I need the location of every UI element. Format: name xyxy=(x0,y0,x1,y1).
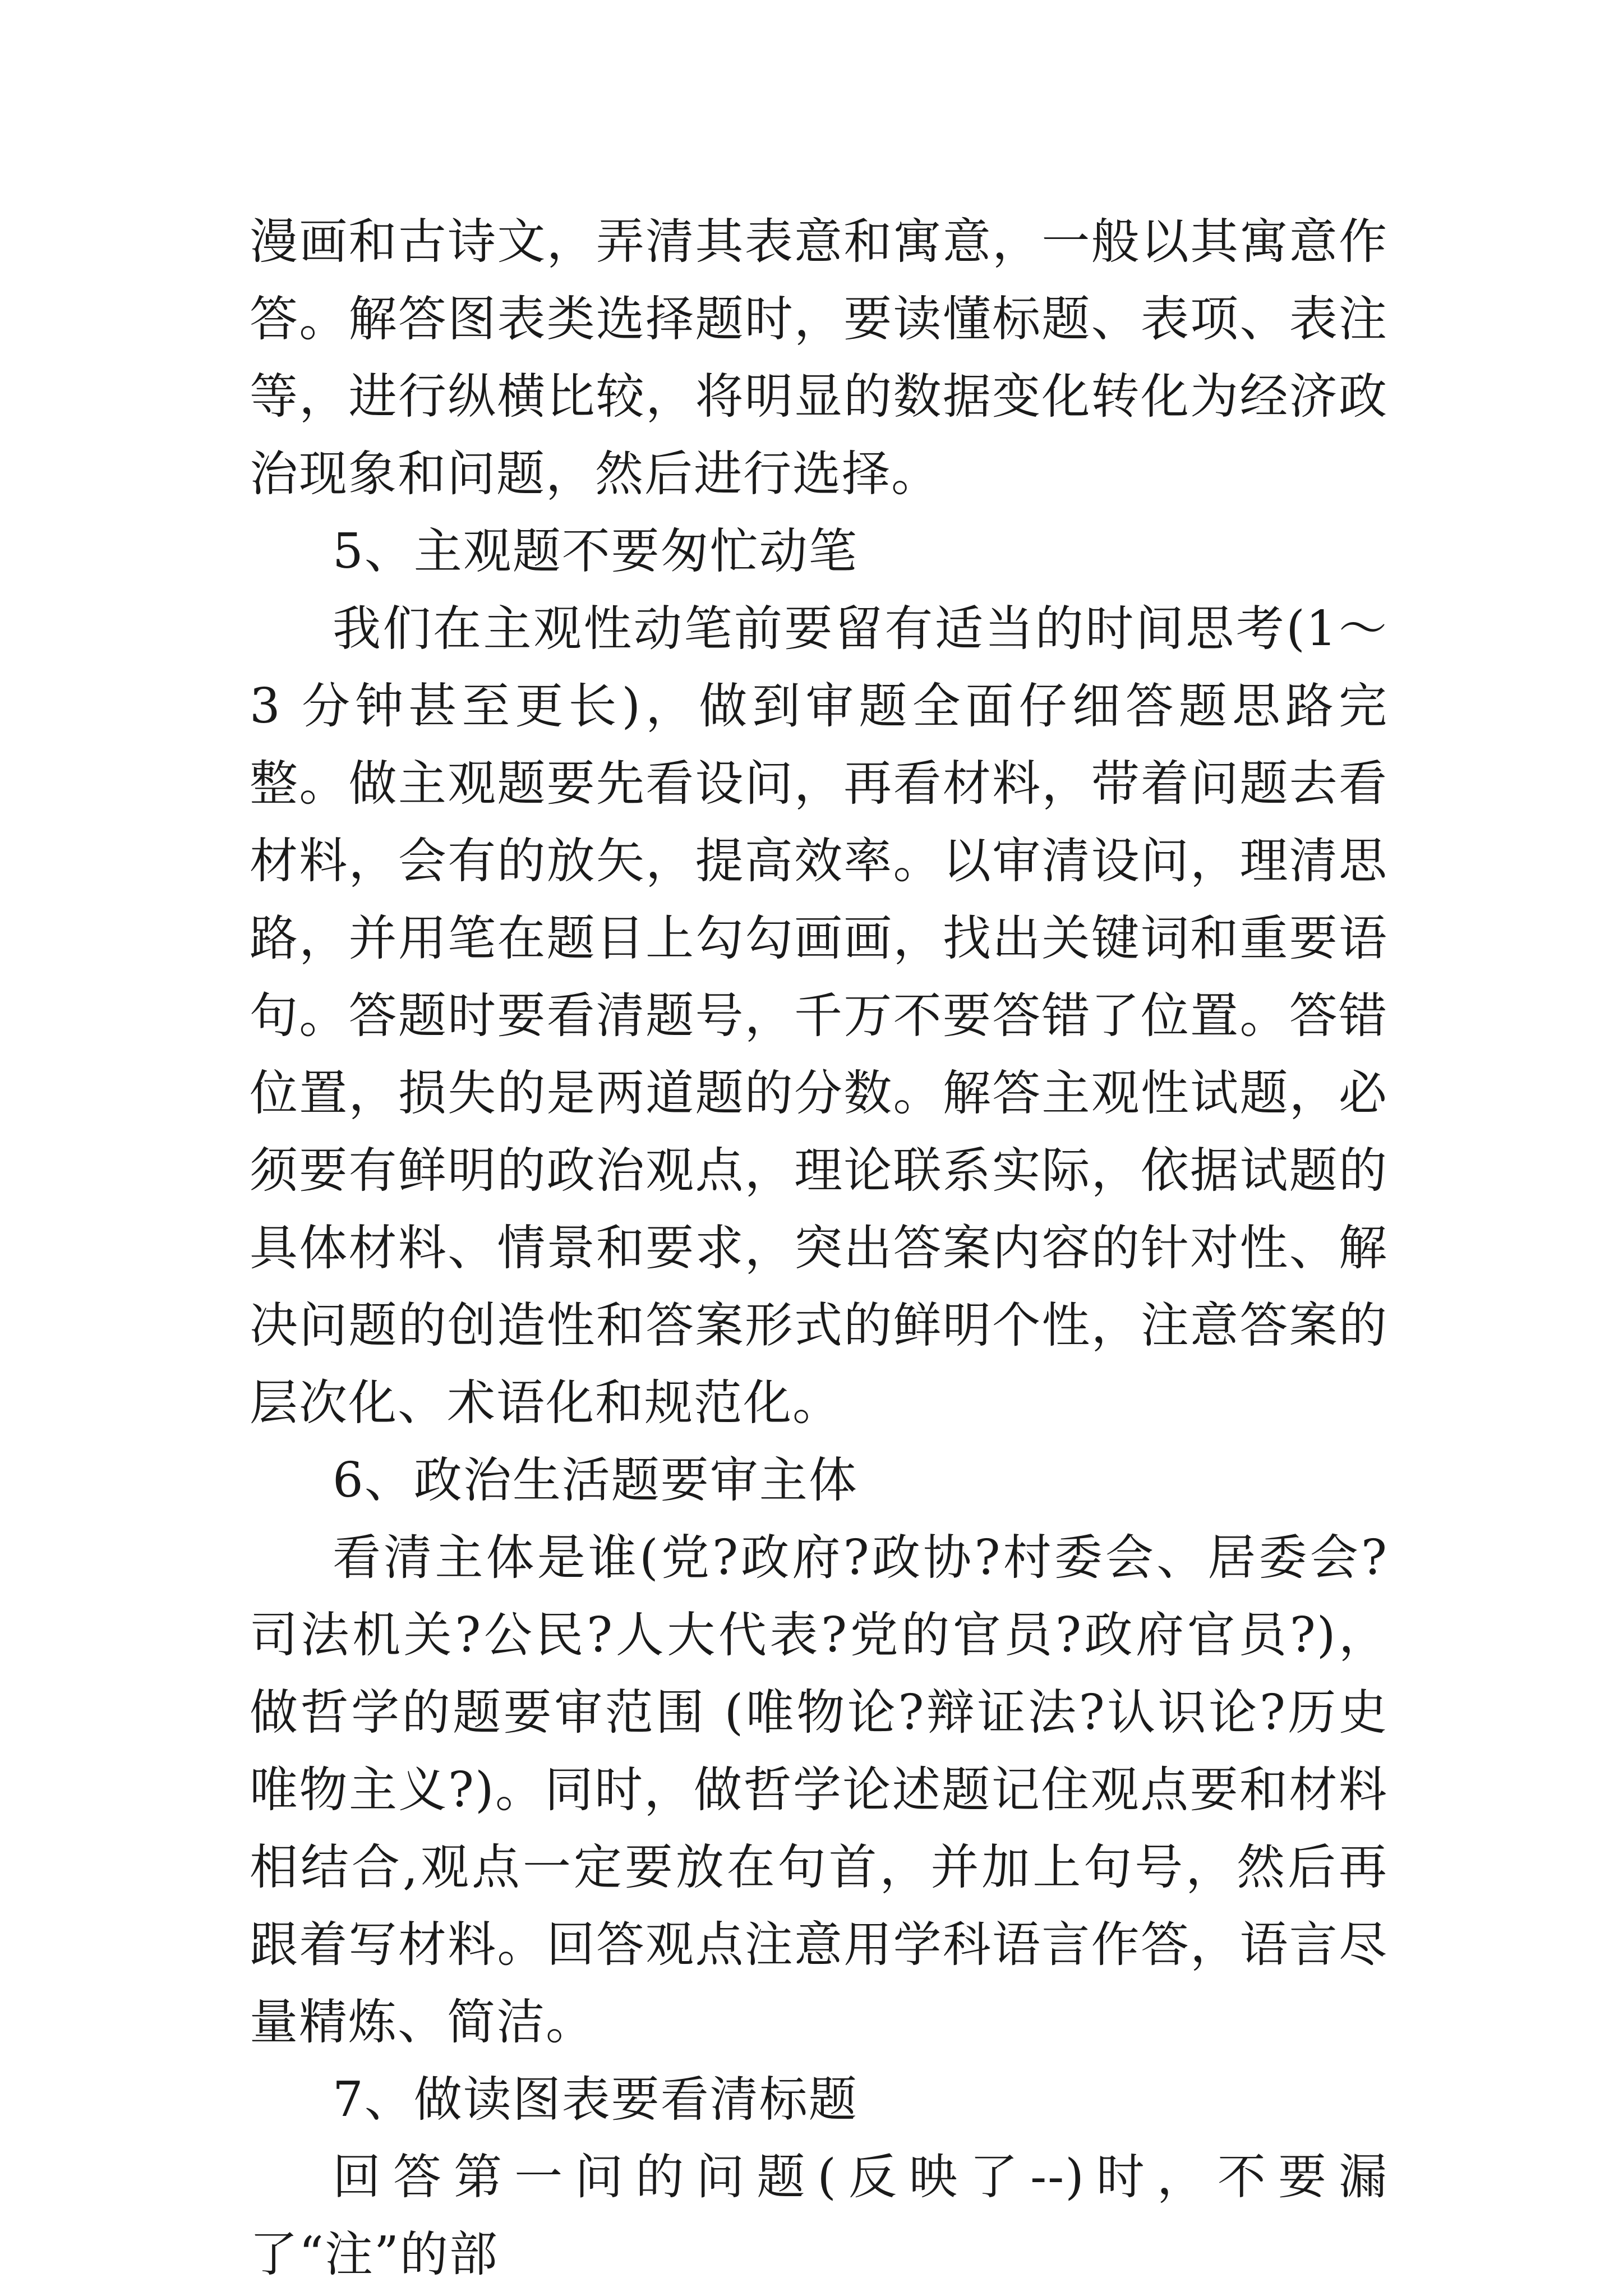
heading-5: 5、主观题不要匆忙动笔 xyxy=(333,523,858,579)
paragraph-3: 看清主体是谁(党?政府?政协?村委会、居委会?司法机关?公民?人大代表?党的官员?政府官员?)，做哲学的题要审范围 (唯物论?辩证法?认识论?历史唯物主义?)。同时，做哲学论述题记住观点要和材料相结合,观点一定要放在句首，并加上句号，然后再跟着写材料。回答观点注意用学科语言作答，语言尽量精炼、简洁。 xyxy=(250,1530,1388,2050)
paragraph-1: 漫画和古诗文，弄清其表意和寓意，一般以其寓意作答。解答图表类选择题时，要读懂标题、表项、表注等，进行纵横比较，将明显的数据变化转化为经济政治现象和问题，然后进行选择。 xyxy=(250,214,1388,502)
document-body xyxy=(250,203,1388,2293)
paragraph-2: 我们在主观性动笔前要留有适当的时间思考(1～3 分钟甚至更长)，做到审题全面仔细答题思路完整。做主观题要先看设问，再看材料，带着问题去看材料，会有的放矢，提高效率。以审清设问，理清思路，并用笔在题目上勾勾画画，找出关键词和重要语句。答题时要看清题号，千万不要答错了位置。答错位置，损失的是两道题的分数。解答主观性试题，必须要有鲜明的政治观点，理论联系实际，依据试题的具体材料、情景和要求，突出答案内容的针对性、解决问题的创造性和答案形式的鲜明个性，注意答案的层次化、术语化和规范化。 xyxy=(250,601,1388,1431)
paragraph-4: 回答第一问的问题(反映了--)时，不要漏了“注”的部 xyxy=(250,2149,1388,2283)
heading-7: 7、做读图表要看清标题 xyxy=(333,2072,858,2128)
heading-6: 6、政治生活题要审主体 xyxy=(333,1452,858,1508)
